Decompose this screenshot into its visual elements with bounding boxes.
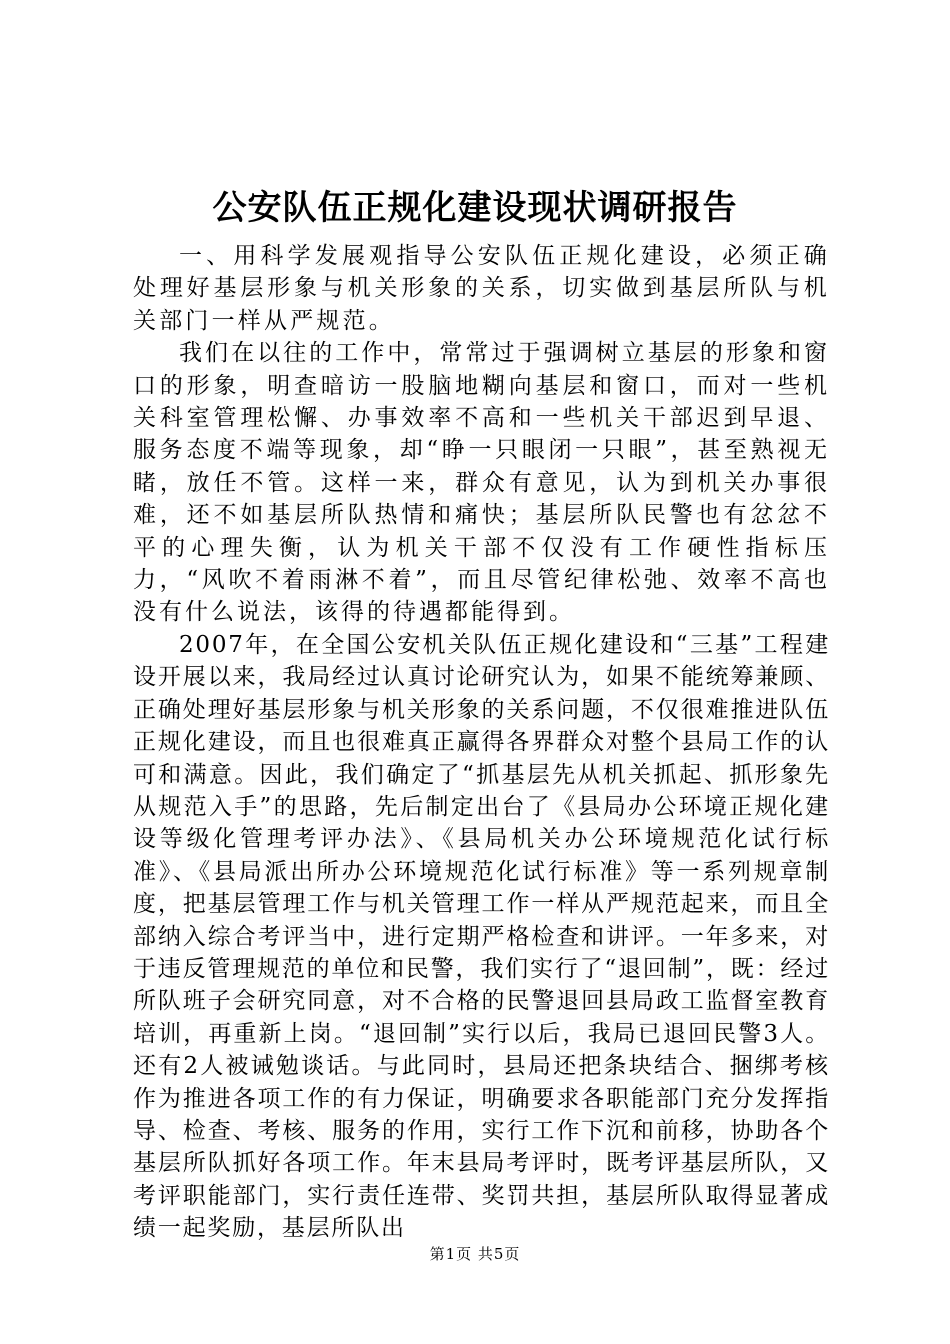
- document-body: [133, 240, 830, 1245]
- paragraph: 一、用科学发展观指导公安队伍正规化建设，必须正确处理好基层形象与机关形象的关系，切实做到基层所队与机关部门一样从严规范。: [133, 243, 830, 334]
- document-title: 公安队伍正规化建设现状调研报告: [212, 188, 738, 228]
- paragraph: 我们在以往的工作中，常常过于强调树立基层的形象和窗口的形象，明查暗访一股脑地糊向基层和窗口，而对一些机关科室管理松懈、办事效率不高和一些机关干部迟到早退、服务态度不端等现象，却“睁一只眼闭一只眼”，甚至熟视无睹，放任不管。这样一来，群众有意见，认为到机关办事很难，还不如基层所队热情和痛快；基层所队民警也有忿忿不平的心理失衡，认为机关干部不仅没有工作硬性指标压力，“风吹不着雨淋不着”，而且尽管纪律松弛、效率不高也没有什么说法，该得的待遇都能得到。: [133, 340, 830, 626]
- paragraph: 2007年，在全国公安机关队伍正规化建设和“三基”工程建设开展以来，我局经过认真讨论研究认为，如果不能统筹兼顾、正确处理好基层形象与机关形象的关系问题，不仅很难推进队伍正规化建设，而且也很难真正赢得各界群众对整个县局工作的认可和满意。因此，我们确定了“抓基层先从机关抓起、抓形象先从规范入手”的思路，先后制定出台了《县局办公环境正规化建设等级化管理考评办法》、《县局机关办公环境规范化试行标准》、《县局派出所办公环境规范化试行标准》等一系列规章制度，把基层管理工作与机关管理工作一样从严规范起来，而且全部纳入综合考评当中，进行定期严格检查和讲评。一年多来，对于违反管理规范的单位和民警，我们实行了“退回制”，既：经过所队班子会研究同意，对不合格的民警退回县局政工监督室教育培训，再重新上岗。“退回制”实行以后，我局已退回民警3人。还有2人被诫勉谈话。与此同时，县局还把条块结合、捆绑考核作为推进各项工作的有力保证，明确要求各职能部门充分发挥指导、检查、考核、服务的作用，实行工作下沉和前移，协助各个基层所队抓好各项工作。年末县局考评时，既考评基层所队，又考评职能部门，实行责任连带、奖罚共担，基层所队取得显著成绩一起奖励，基层所队出: [133, 631, 830, 1242]
- page-number-footer: 第1页 共5页: [429, 1245, 521, 1263]
